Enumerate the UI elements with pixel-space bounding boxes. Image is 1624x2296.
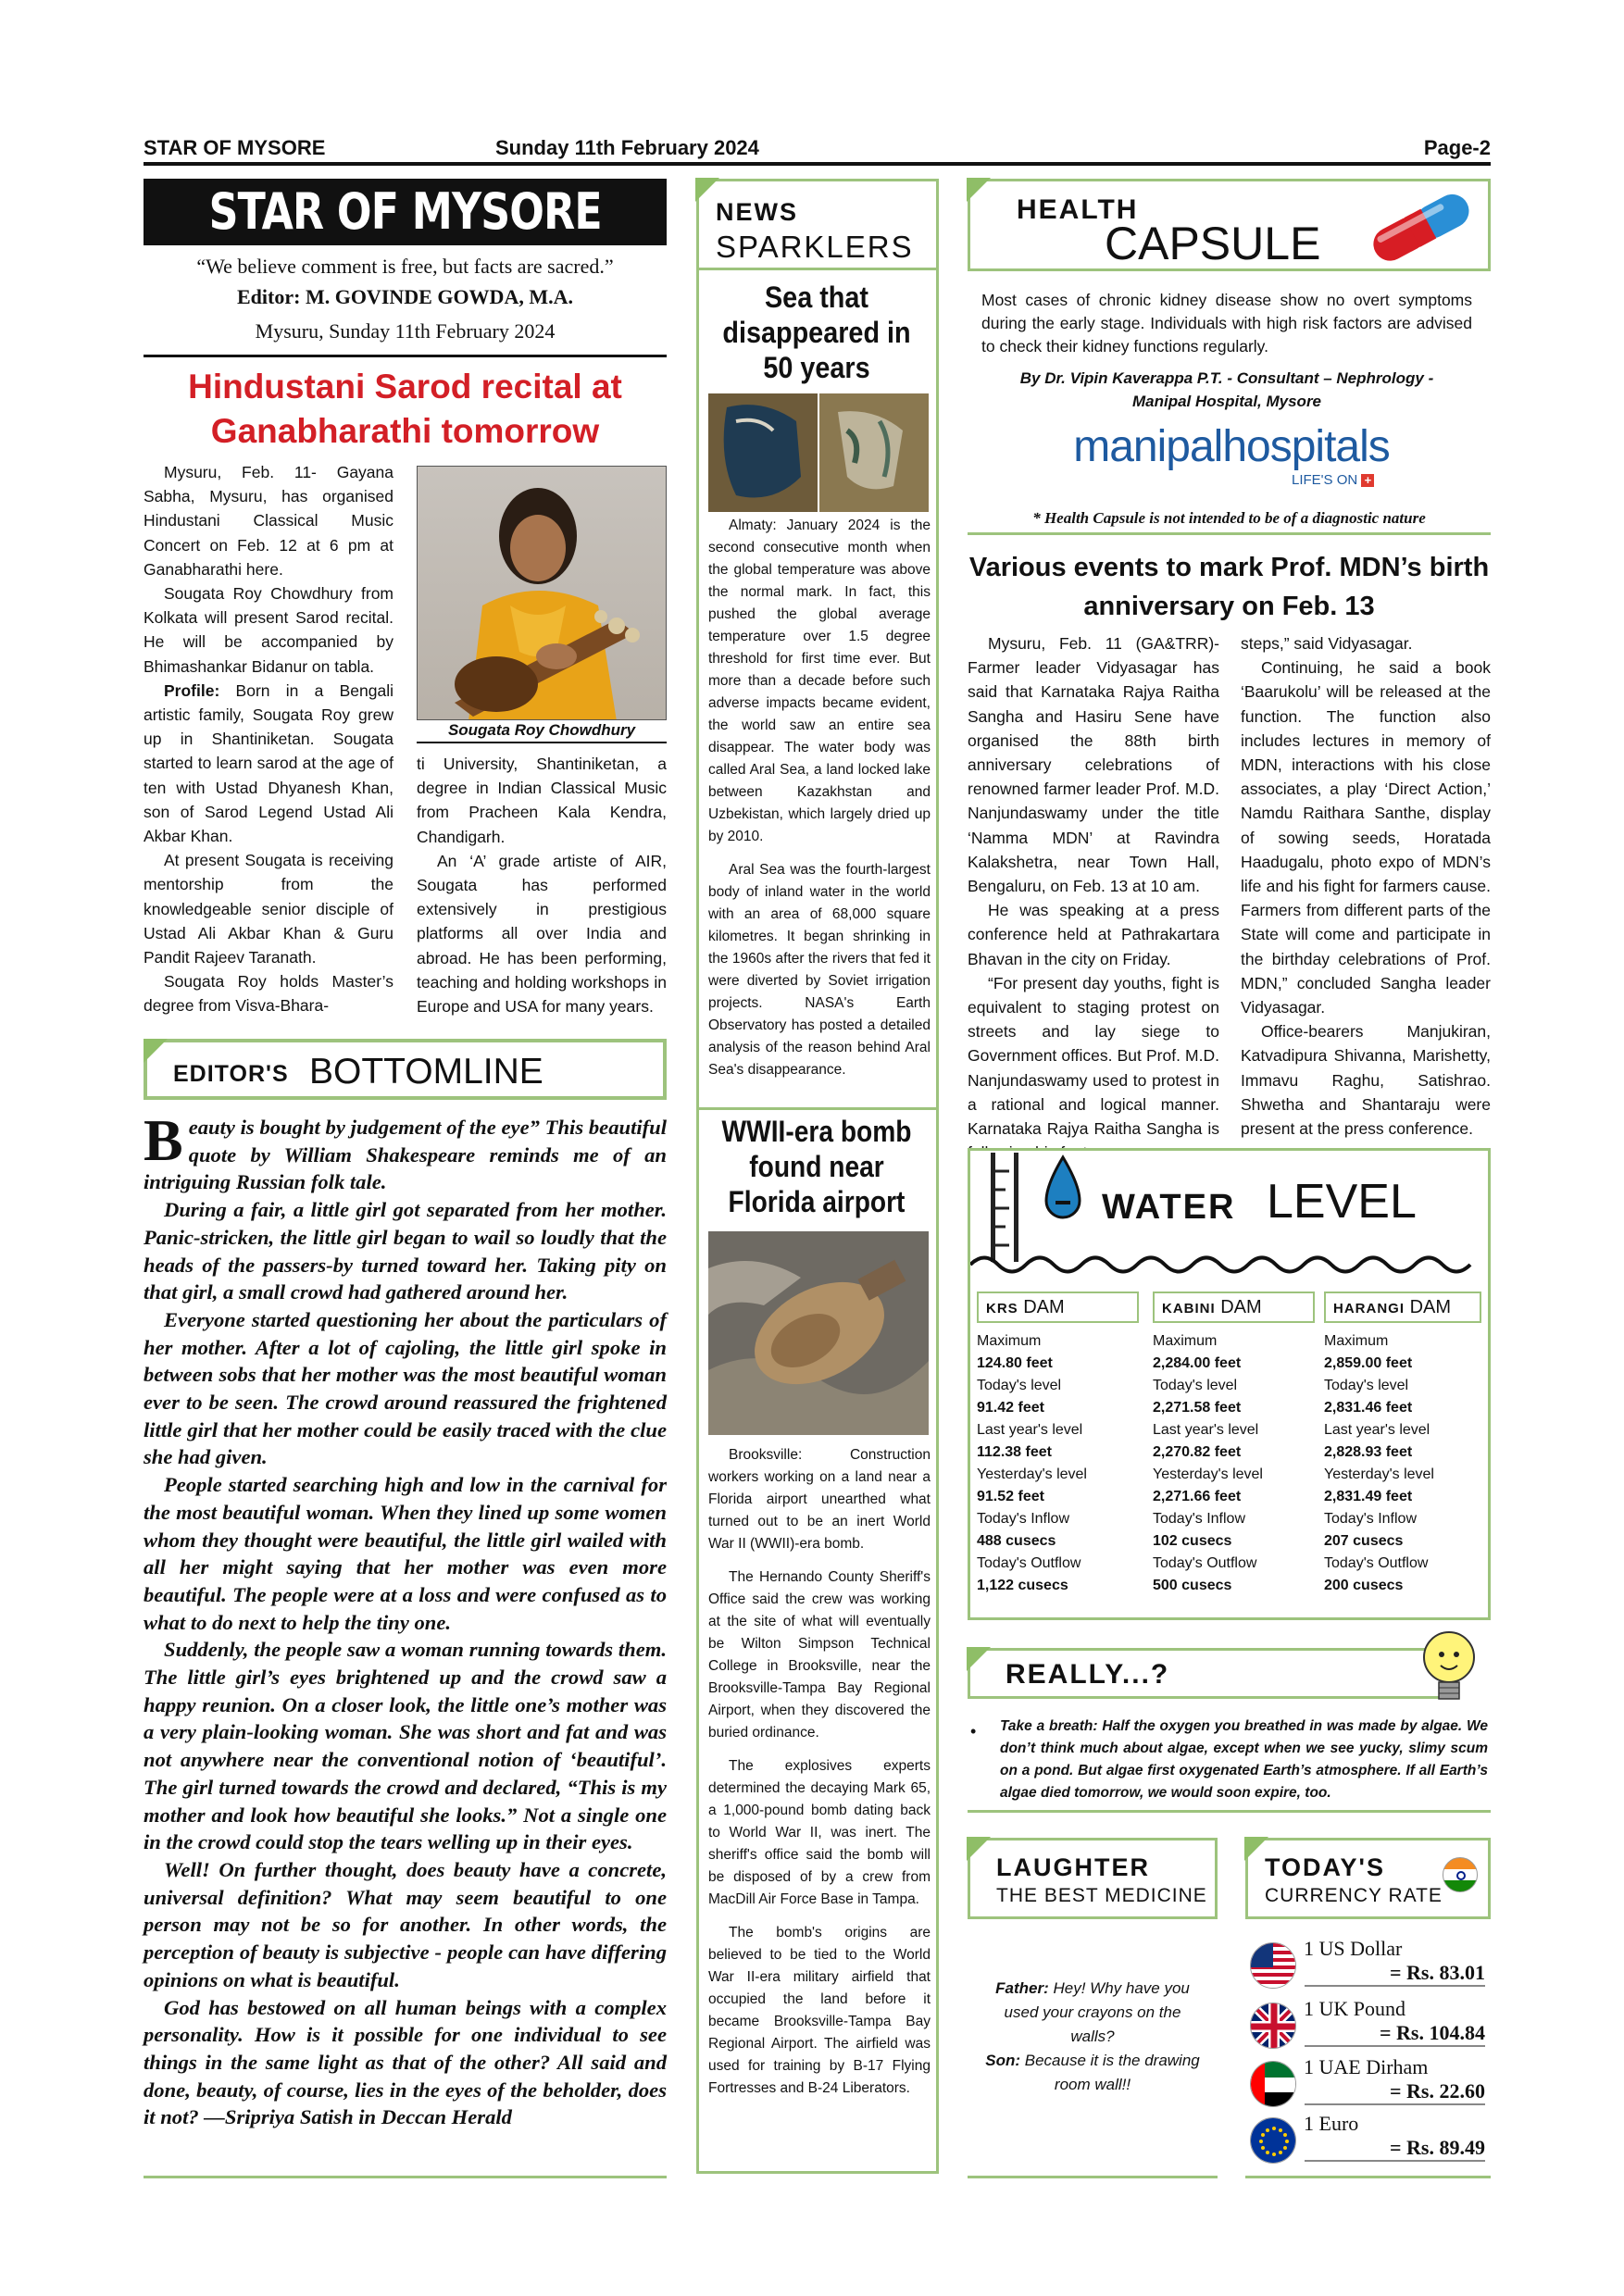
reading-label: Today's level (1153, 1378, 1238, 1393)
manipal-tagline (1292, 472, 1374, 488)
reading-label: Today's Inflow (1153, 1511, 1245, 1527)
health-body: Most cases of chronic kidney disease show no overt symptoms during the early stage. Individuals with high risk factors are advised to check their kidney functions regularly. (981, 291, 1472, 356)
sarod-para: At present Sougata is receiving mentorship from the knowledgeable senior disciple of Ustad Ali Akbar Khan & Guru Pandit Rajeev Taranath. (144, 851, 394, 967)
sarod-headline: Hindustani Sarod recital at Ganabharathi tomorrow (188, 368, 622, 450)
profile-text: Born in a Bengali artistic family, Sougata Roy grew up in Shantiniketan. Sougata started to learn sarod at the age of ten with Ustad Dhyanesh Khan, son of Sarod Legend Ustad Ali Akbar Khan. (144, 680, 394, 846)
reading-label: Maximum (1153, 1333, 1218, 1349)
dam-readings-0 (977, 1330, 1143, 1597)
aral-sea-photo (708, 393, 929, 512)
masthead-dateline: Mysuru, Sunday 11th February 2024 (255, 319, 556, 343)
bottomline-para (144, 1107, 667, 1196)
header-date: Sunday 11th February 2024 (495, 136, 759, 159)
reading-value: 91.42 feet (977, 1400, 1044, 1416)
reading-label: Last year's level (977, 1422, 1083, 1438)
dam-name: HARANGI (1333, 1301, 1405, 1316)
mdn-column-2 (1241, 631, 1491, 1141)
water-waves (970, 1251, 1489, 1279)
manipal-logo: manipalhospitals (1073, 422, 1390, 471)
masthead-logo (144, 179, 667, 245)
reading-label: Today's level (977, 1378, 1062, 1393)
manipal-tagline-text: LIFE'S ON (1292, 472, 1358, 488)
laughter-box (968, 1838, 1218, 1919)
bottomline-para: God has bestowed on all human beings with a complex personality. How is it possible for one individual to see things in the same light as that of the other? All said and done, beauty, of course, lies in the eyes of the beholder, does it not? —Sripriya Satish in Deccan Herald (144, 1995, 667, 2129)
aral-para: Almaty: January 2024 is the second consecutive month when the global temperature was above the normal mark. In fact, this pushed the global average temperature over 1.5 degree threshold for first time ever. But more than a decade before such adverse impacts became evident, the world saw an entire sea disappear. The water body was called Aral Sea, a land locked lake between Kazakhstan and Uzbekistan, which largely dried up by 2010. (708, 518, 931, 844)
dam-header-1 (1153, 1292, 1315, 1323)
bottomline-body (144, 1107, 667, 2131)
mdn-para: He was speaking at a press conference held at Pathrakartara Bhavan in the city on Friday. (968, 901, 1219, 968)
bottomline-para: People started searching high and low in the carnival for the most beautiful woman. When they lined up some women whom they thought were beautiful, the little girl wailed with all her might saying that her mother was even more beautiful. The people were at a loss and were confused as to what to do next to help the tiny one. (144, 1473, 667, 1634)
plus-icon: + (1361, 474, 1374, 487)
reading-value: 124.80 feet (977, 1355, 1053, 1371)
bomb-para: Brooksville: Construction workers working on a land near a Florida airport unearthed what turned out to be an inert World War II (WWII)-era bomb. (708, 1447, 931, 1552)
aral-sea-satellite (708, 393, 929, 512)
reading-value: 2,831.49 feet (1324, 1489, 1413, 1504)
reading-label: Today's Inflow (977, 1511, 1069, 1527)
capsule-pill-icon (1359, 183, 1489, 267)
photo-caption: Sougata Roy Chowdhury (417, 720, 667, 743)
health-header-box (968, 179, 1491, 271)
bomb-para: The bomb's origins are believed to be tied to the World War II-era military airfield that occupied the land before it became Brooksville-Tampa Bay Regional Airport. The airfield was used for training by B-17 Flying Fortresses and B-24 Liberators. (708, 1925, 931, 2096)
sarod-column-2 (417, 752, 667, 1018)
reading-label: Maximum (1324, 1333, 1389, 1349)
reading-label: Today's Outflow (1153, 1555, 1257, 1571)
aral-body (708, 515, 931, 1081)
header-paper-name: STAR OF MYSORE (144, 136, 326, 159)
son-label: Son: (985, 2052, 1021, 2069)
bottomline-header-box (144, 1039, 667, 1100)
reading-value: 2,828.93 feet (1324, 1444, 1413, 1460)
bomb-body (708, 1444, 931, 2100)
laughter-title-bold: LAUGHTER (996, 1853, 1150, 1881)
reading-value: 91.52 feet (977, 1489, 1044, 1504)
reading-value: 102 cusecs (1153, 1533, 1232, 1549)
aral-headline: Sea that disappeared in 50 years (722, 281, 911, 384)
really-title: REALLY...? (1006, 1659, 1170, 1690)
reading-label: Today's Inflow (1324, 1511, 1417, 1527)
dam-label: DAM (1409, 1297, 1452, 1317)
currency-value: = Rs. 104.84 (1305, 2021, 1485, 2047)
bomb-para: The Hernando County Sheriff's Office said the crew was working at the site of what will eventually be Wilton Simpson Technical College in Brooksville, near the Brooksville-Tampa Bay Regional Airport, when they discovered the buried ordinance. (708, 1569, 931, 1741)
reading-value: 2,271.66 feet (1153, 1489, 1242, 1504)
bottomline-para: During a fair, a little girl got separated from her mother. Panic-stricken, the little girl began to wail so loudly that the heads of the passers-by turned toward her. Taking pity on that girl, a small crowd had gathered around her. (144, 1198, 667, 1304)
eu-flag-icon (1250, 2117, 1296, 2164)
reading-label: Maximum (977, 1333, 1042, 1349)
reading-value: 2,831.46 feet (1324, 1400, 1413, 1416)
bomb-headline: WWII-era bomb found near Florida airport (721, 1115, 912, 1218)
reading-label: Last year's level (1153, 1422, 1259, 1438)
father-line: Hey! Why have you used your crayons on the walls? (1004, 1979, 1190, 2045)
reading-value: 2,859.00 feet (1324, 1355, 1413, 1371)
sarod-column-1 (144, 460, 394, 1018)
sparklers-title-bold: NEWS (716, 198, 798, 226)
india-flag-icon (1443, 1857, 1478, 1892)
mdn-para: “For present day youths, fight is equivalent to staging protest on streets and lay siege to Government offices. But Prof. M.D. Nanjundaswamy used to protest in a rational and logical manner. Karnataka Rajya Raitha Sangha is (968, 973, 1219, 1139)
laughter-bottom-rule (968, 2176, 1218, 2178)
bottomline-bottom-rule (144, 2176, 667, 2178)
drop-cap: B (144, 1107, 183, 1173)
currency-title-bold: TODAY'S (1265, 1853, 1385, 1881)
bomb-illustration (708, 1231, 929, 1435)
bottomline-para: Everyone started questioning her about the particulars of her mother. After a lot of cajoling, the little girl spoke in between sobs that her mother was the most beautiful woman ever to be seen. The crowd around reassured the frightened little girl that her mother could be easily traced with the clue she had given. (144, 1307, 667, 1469)
bomb-para: The explosives experts determined the decaying Mark 65, a 1,000-pound bomb dating back to World War II, was inert. The sheriff's office said the bomb will be disposed of by a crew from MacDill Air Force Base in Tampa. (708, 1758, 931, 1907)
sarod-para: Sougata Roy holds Master’s degree from Visva-Bhara- (144, 972, 394, 1016)
currency-value: = Rs. 22.60 (1305, 2079, 1485, 2105)
bottomline-para: Suddenly, the people saw a woman running towards them. The little girl’s eyes brightened up and the crowd saw a happy reunion. On a closer look, the little one’s mother was a very plain-looking woman. She was short and fat and was not anywhere near the conventional notion of ‘beautiful’. The girl turned towards the crowd and declared, “This is my mother and look how beautiful she looks.” Not a single one in the crowd could stop the tears welling up in their eyes. (144, 1638, 667, 1854)
currency-value: = Rs. 89.49 (1305, 2136, 1485, 2162)
joke-text (981, 1977, 1204, 2097)
header-page-number: Page-2 (1423, 136, 1491, 159)
dam-name: KRS (986, 1301, 1018, 1316)
reading-label: Today's Outflow (1324, 1555, 1429, 1571)
really-body: Take a breath: Half the oxygen you breathed in was made by algae. We don’t think much about algae, except when we see yucky, slimy scum on a pond. But algae first oxygenated Earth’s atmosphere. If all Earth’s algae died tomorrow, we would soon expire, too. (1000, 1718, 1488, 1801)
father-label: Father: (995, 1979, 1049, 1997)
bottomline-title: BOTTOMLINE (309, 1052, 543, 1092)
reading-label: Yesterday's level (1153, 1466, 1263, 1482)
currency-header-box (1245, 1838, 1491, 1919)
corner-triangle (967, 178, 991, 202)
currency-bottom-rule (1245, 2176, 1491, 2178)
bottomline-title-bold: EDITOR'S (173, 1061, 289, 1087)
header-rule (144, 162, 1491, 166)
bottomline-para: Well! On further thought, does beauty have a concrete, universal definition? What may seem beautiful to one person may not be so for another. In other words, the perception of beauty is subjective - people can have differing opinions on what is beautiful. (144, 1857, 667, 1991)
mdn-headline: Various events to mark Prof. MDN’s birth anniversary on Feb. 13 (968, 553, 1490, 621)
reading-label: Last year's level (1324, 1422, 1430, 1438)
sarod-para: An ‘A’ grade artiste of AIR, Sougata has performed extensively in prestigious platforms all over India and abroad. He has been performing, teaching and holding workshops in Europe and USA for many years. (417, 851, 667, 1017)
page-header (144, 136, 1491, 164)
sarod-para: Mysuru, Feb. 11- Gayana Sabha, Mysuru, has organised Hindustani Classical Music Concert on Feb. 12 at 6 pm at Ganabharathi here. (144, 463, 394, 579)
reading-value: 500 cusecs (1153, 1578, 1232, 1593)
reading-value: 2,271.58 feet (1153, 1400, 1242, 1416)
dam-readings-1 (1153, 1330, 1319, 1597)
health-bottom-rule (968, 532, 1491, 535)
reading-value: 2,270.82 feet (1153, 1444, 1242, 1460)
dam-label: DAM (1220, 1297, 1262, 1317)
water-title: LEVEL (1267, 1175, 1417, 1229)
aral-para: Aral Sea was the fourth-largest body of inland water in the world with an area of 68,000 square kilometres. It began shrinking in the 1960s after the rivers that fed it were diverted by Soviet irrigation projects. NASA's Earth Observatory has posted a detailed analysis of the reason behind Aral Sea's disappearance. (708, 862, 931, 1078)
masthead-editor: Editor: M. GOVINDE GOWDA, M.A. (237, 285, 573, 308)
bomb-photo (708, 1231, 929, 1435)
sparklers-title: SPARKLERS (716, 230, 914, 264)
mdn-para: steps,” said Vidyasagar. (1241, 634, 1413, 653)
health-title: CAPSULE (1105, 218, 1321, 269)
sougata-photo (417, 466, 667, 720)
mdn-column-1 (968, 631, 1219, 1165)
laughter-title: THE BEST MEDICINE (996, 1885, 1207, 1906)
sarod-para: Sougata Roy Chowdhury from Kolkata will present Sarod recital. He will be accompanied by Bhimashankar Bidanur on tabla. (144, 584, 394, 676)
currency-title: CURRENCY RATE (1265, 1885, 1443, 1906)
dam-header-0 (977, 1292, 1139, 1323)
dam-header-2 (1324, 1292, 1481, 1323)
currency-name: 1 US Dollar (1304, 1937, 1403, 1960)
reading-value: 1,122 cusecs (977, 1578, 1068, 1593)
reading-value: 200 cusecs (1324, 1578, 1404, 1593)
reading-label: Yesterday's level (1324, 1466, 1434, 1482)
sparklers-header (699, 181, 936, 270)
masthead-rule (144, 355, 667, 357)
musician-illustration (418, 467, 667, 720)
bottomline-para-text: eauty is bought by judgement of the eye” This beautiful quote by William Shakespeare reminds me of an intriguing Russian folk tale. (144, 1116, 667, 1194)
reading-value: 207 cusecs (1324, 1533, 1404, 1549)
corner-triangle (967, 1647, 991, 1671)
mdn-para: Mysuru, Feb. 11 (GA&TRR)- Farmer leader Vidyasagar has said that Karnataka Rajya Raitha Sangha and Hasiru Sene have organised the 88th birth anniversary celebrations of renowned farmer leader Prof. M.D. Nanjundaswamy under the title ‘Namma MDN’ at Ravindra Kalakshetra, near Town Hall, Bengaluru, on Feb. 13 at 10 am. (968, 634, 1219, 896)
health-byline: By Dr. Vipin Kaverappa P.T. - Consultant – Nephrology - Manipal Hospital, Mysore (1019, 369, 1434, 410)
sparklers-divider (699, 1107, 936, 1110)
mdn-para: Continuing, he said a book ‘Baarukolu’ will be released at the function. The function also includes lectures in memory of MDN, interactions with his close associates, a play ‘Direct Action,’ Namdu Raithara Santhe, display of sowing seeds, Horatada Haadugalu, photo expo of MDN’s life and his fight for farmers cause. Farmers from different parts of the State will come and participate in the birthday celebrations of Prof. MDN,” concluded Sangha leader Vidyasagar. (1241, 658, 1491, 1017)
profile-label: Profile: (164, 680, 220, 700)
sarod-para: ti University, Shantiniketan, a degree in Indian Classical Music from Pracheen Kala Kendra, Chandigarh. (417, 755, 667, 846)
reading-value: 2,284.00 feet (1153, 1355, 1242, 1371)
water-title-bold: WATER (1102, 1188, 1236, 1227)
son-line: Because it is the drawing room wall!! (1020, 2052, 1200, 2093)
reading-label: Yesterday's level (977, 1466, 1087, 1482)
lightbulb-icon (1417, 1625, 1481, 1713)
corner-triangle (967, 1837, 991, 1861)
sarod-para (144, 679, 394, 848)
currency-name: 1 UK Pound (1304, 1997, 1406, 2020)
currency-name: 1 Euro (1304, 2112, 1359, 2135)
really-bullet: • (970, 1722, 977, 1741)
uae-flag-icon (1250, 2061, 1296, 2107)
currency-value: = Rs. 83.01 (1305, 1961, 1485, 1987)
reading-value: 112.38 feet (977, 1444, 1052, 1460)
dam-name: KABINI (1162, 1301, 1216, 1316)
masthead-logo-text: STAR OF MYSORE (208, 182, 602, 241)
health-title-bold: HEALTH (1017, 194, 1139, 225)
currency-name: 1 UAE Dirham (1304, 2055, 1429, 2078)
mdn-para: Office-bearers Manjukiran, Katvadipura Shivanna, Marishetty, Immavu Raghu, Satishrao. Shwetha and Shantaraju were present at the press conference. (1241, 1022, 1491, 1139)
reading-label: Today's level (1324, 1378, 1409, 1393)
masthead-motto: “We believe comment is free, but facts are sacred.” (196, 255, 614, 278)
dam-label: DAM (1023, 1297, 1065, 1317)
us-flag-icon (1250, 1942, 1296, 1989)
really-bottom-rule (968, 1810, 1491, 1813)
health-note: * Health Capsule is not intended to be of a diagnostic nature (1032, 509, 1426, 527)
really-header-box (968, 1648, 1449, 1699)
corner-triangle (144, 1039, 168, 1063)
reading-label: Today's Outflow (977, 1555, 1081, 1571)
uk-flag-icon (1250, 2003, 1296, 2049)
reading-value: 488 cusecs (977, 1533, 1056, 1549)
dam-readings-2 (1324, 1330, 1491, 1597)
